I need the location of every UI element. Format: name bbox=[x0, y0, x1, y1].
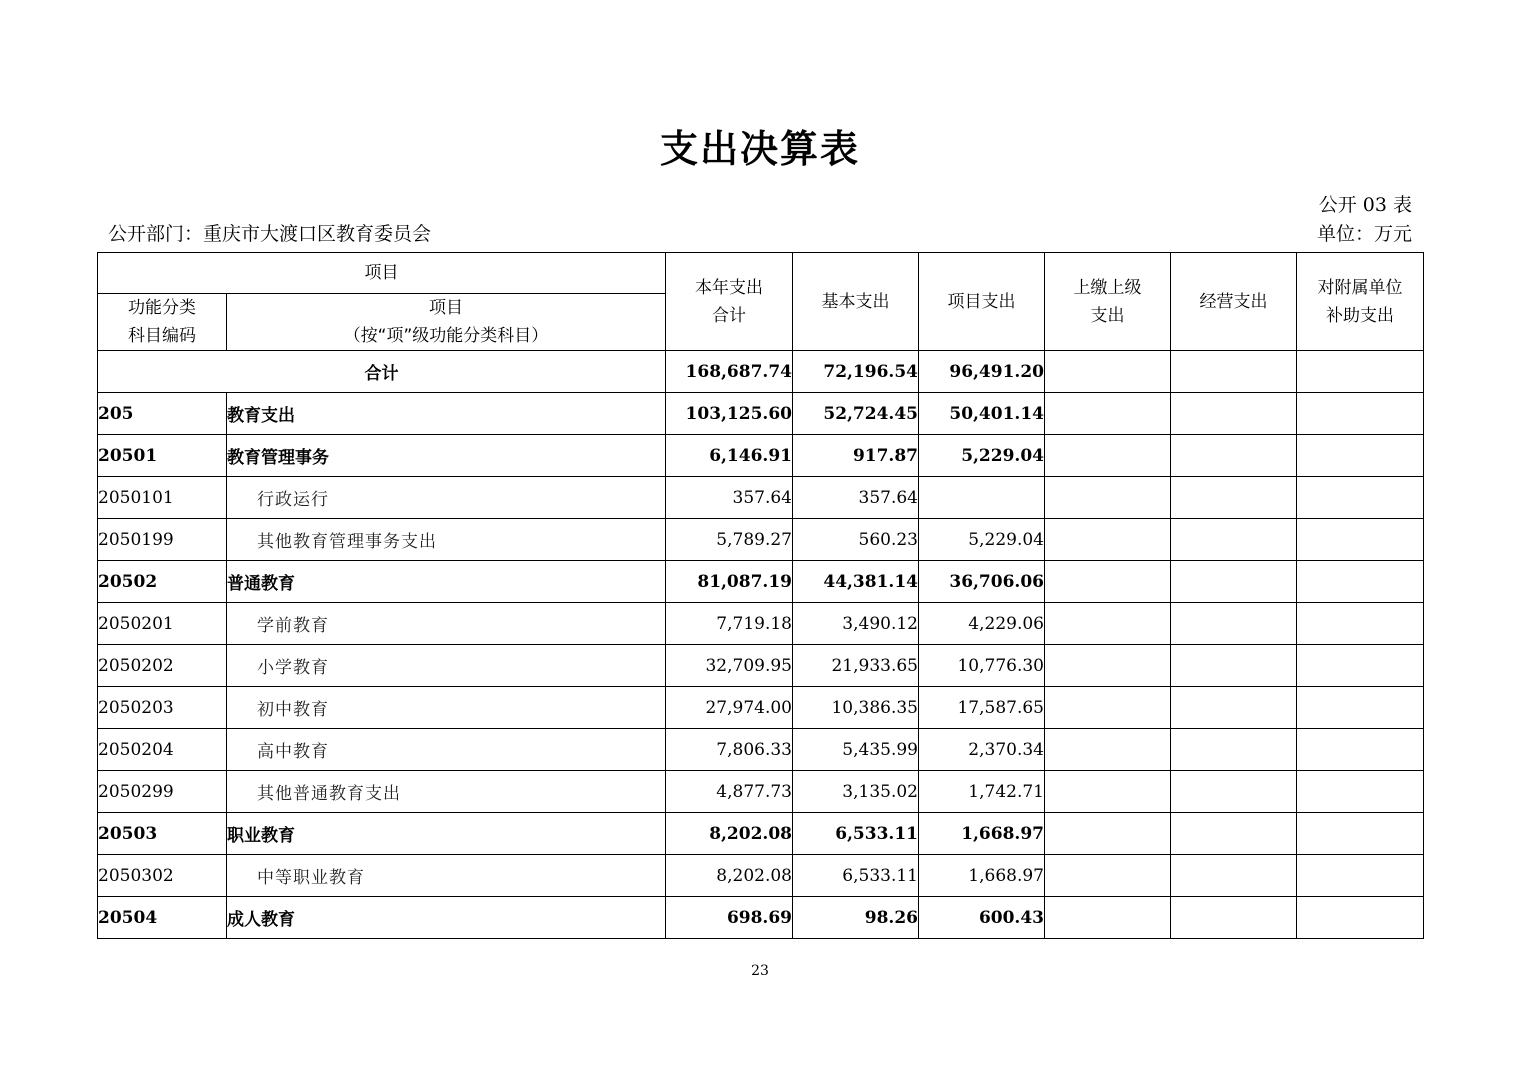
upper-cell bbox=[1045, 645, 1171, 687]
code-cell: 2050204 bbox=[98, 729, 227, 771]
name-cell: 行政运行 bbox=[227, 477, 666, 519]
subsidy-cell bbox=[1297, 855, 1424, 897]
total-row bbox=[98, 351, 1424, 393]
project-cell: 1,668.97 bbox=[919, 855, 1045, 897]
subsidy-cell bbox=[1297, 561, 1424, 603]
upper-cell bbox=[1045, 477, 1171, 519]
name-cell: 初中教育 bbox=[227, 687, 666, 729]
business-cell bbox=[1171, 813, 1297, 855]
total-cell: 103,125.60 bbox=[666, 393, 793, 435]
header-project: 项目支出 bbox=[919, 253, 1045, 351]
code-cell: 2050101 bbox=[98, 477, 227, 519]
total-cell: 7,806.33 bbox=[666, 729, 793, 771]
business-cell bbox=[1171, 897, 1297, 939]
total-cell: 27,974.00 bbox=[666, 687, 793, 729]
total-cell: 4,877.73 bbox=[666, 771, 793, 813]
upper-cell bbox=[1045, 519, 1171, 561]
code-cell: 2050201 bbox=[98, 603, 227, 645]
upper-cell bbox=[1045, 855, 1171, 897]
total-cell: 81,087.19 bbox=[666, 561, 793, 603]
header-name: 项目 （按“项”级功能分类科目） bbox=[227, 294, 666, 351]
basic-cell: 560.23 bbox=[793, 519, 919, 561]
business-cell bbox=[1171, 393, 1297, 435]
header-business: 经营支出 bbox=[1171, 253, 1297, 351]
business-cell bbox=[1171, 645, 1297, 687]
header-basic: 基本支出 bbox=[793, 253, 919, 351]
upper-cell bbox=[1045, 351, 1171, 393]
table-row bbox=[98, 393, 1424, 435]
business-cell bbox=[1171, 687, 1297, 729]
business-cell bbox=[1171, 729, 1297, 771]
subsidy-cell bbox=[1297, 351, 1424, 393]
name-cell: 中等职业教育 bbox=[227, 855, 666, 897]
business-cell bbox=[1171, 519, 1297, 561]
business-cell bbox=[1171, 351, 1297, 393]
business-cell bbox=[1171, 435, 1297, 477]
subsidy-cell bbox=[1297, 729, 1424, 771]
header-upper: 上缴上级 支出 bbox=[1045, 253, 1171, 351]
table-row bbox=[98, 855, 1424, 897]
project-cell: 4,229.06 bbox=[919, 603, 1045, 645]
subsidy-cell bbox=[1297, 603, 1424, 645]
subsidy-cell bbox=[1297, 477, 1424, 519]
header-subsidy: 对附属单位 补助支出 bbox=[1297, 253, 1424, 351]
total-cell: 357.64 bbox=[666, 477, 793, 519]
upper-cell bbox=[1045, 393, 1171, 435]
upper-cell bbox=[1045, 687, 1171, 729]
total-cell: 8,202.08 bbox=[666, 813, 793, 855]
basic-cell: 5,435.99 bbox=[793, 729, 919, 771]
code-cell: 2050299 bbox=[98, 771, 227, 813]
code-cell: 2050199 bbox=[98, 519, 227, 561]
name-cell: 高中教育 bbox=[227, 729, 666, 771]
project-cell: 36,706.06 bbox=[919, 561, 1045, 603]
business-cell bbox=[1171, 477, 1297, 519]
table-row bbox=[98, 813, 1424, 855]
table-row bbox=[98, 477, 1424, 519]
basic-cell: 98.26 bbox=[793, 897, 919, 939]
table-row bbox=[98, 603, 1424, 645]
header-code: 功能分类 科目编码 bbox=[98, 294, 227, 351]
upper-cell bbox=[1045, 771, 1171, 813]
name-cell: 教育支出 bbox=[227, 393, 666, 435]
upper-cell bbox=[1045, 603, 1171, 645]
project-cell: 10,776.30 bbox=[919, 645, 1045, 687]
code-cell: 20503 bbox=[98, 813, 227, 855]
code-cell: 20501 bbox=[98, 435, 227, 477]
table-row bbox=[98, 561, 1424, 603]
department-label: 公开部门：重庆市大渡口区教育委员会 bbox=[108, 223, 432, 245]
project-cell: 2,370.34 bbox=[919, 729, 1045, 771]
upper-cell bbox=[1045, 561, 1171, 603]
upper-cell bbox=[1045, 435, 1171, 477]
business-cell bbox=[1171, 603, 1297, 645]
project-cell: 5,229.04 bbox=[919, 435, 1045, 477]
basic-cell: 6,533.11 bbox=[793, 855, 919, 897]
name-cell: 小学教育 bbox=[227, 645, 666, 687]
total-cell: 8,202.08 bbox=[666, 855, 793, 897]
business-cell bbox=[1171, 771, 1297, 813]
upper-cell bbox=[1045, 897, 1171, 939]
total-cell: 7,719.18 bbox=[666, 603, 793, 645]
project-cell: 1,668.97 bbox=[919, 813, 1045, 855]
subsidy-cell bbox=[1297, 897, 1424, 939]
expenditure-table bbox=[97, 252, 1424, 939]
project-cell: 1,742.71 bbox=[919, 771, 1045, 813]
code-cell: 20502 bbox=[98, 561, 227, 603]
basic-cell: 21,933.65 bbox=[793, 645, 919, 687]
name-cell: 其他教育管理事务支出 bbox=[227, 519, 666, 561]
business-cell bbox=[1171, 561, 1297, 603]
basic-cell: 3,490.12 bbox=[793, 603, 919, 645]
name-cell: 成人教育 bbox=[227, 897, 666, 939]
basic-cell: 10,386.35 bbox=[793, 687, 919, 729]
form-number: 公开 03 表 bbox=[1318, 194, 1412, 216]
name-cell: 教育管理事务 bbox=[227, 435, 666, 477]
total-cell: 168,687.74 bbox=[666, 351, 793, 393]
total-cell: 6,146.91 bbox=[666, 435, 793, 477]
subsidy-cell bbox=[1297, 813, 1424, 855]
basic-cell: 3,135.02 bbox=[793, 771, 919, 813]
header-item-group: 项目 bbox=[98, 253, 666, 294]
code-cell: 20504 bbox=[98, 897, 227, 939]
project-cell bbox=[919, 477, 1045, 519]
table-row bbox=[98, 687, 1424, 729]
project-cell: 17,587.65 bbox=[919, 687, 1045, 729]
code-cell: 2050202 bbox=[98, 645, 227, 687]
project-cell: 600.43 bbox=[919, 897, 1045, 939]
total-cell: 698.69 bbox=[666, 897, 793, 939]
basic-cell: 52,724.45 bbox=[793, 393, 919, 435]
page-number: 23 bbox=[751, 963, 769, 979]
table-row bbox=[98, 645, 1424, 687]
name-cell: 学前教育 bbox=[227, 603, 666, 645]
table-row bbox=[98, 729, 1424, 771]
project-cell: 50,401.14 bbox=[919, 393, 1045, 435]
basic-cell: 72,196.54 bbox=[793, 351, 919, 393]
table-row bbox=[98, 897, 1424, 939]
name-cell: 普通教育 bbox=[227, 561, 666, 603]
code-cell: 2050203 bbox=[98, 687, 227, 729]
header-total: 本年支出 合计 bbox=[666, 253, 793, 351]
upper-cell bbox=[1045, 729, 1171, 771]
name-cell: 其他普通教育支出 bbox=[227, 771, 666, 813]
page-title: 支出决算表 bbox=[659, 127, 860, 171]
basic-cell: 357.64 bbox=[793, 477, 919, 519]
code-cell: 205 bbox=[98, 393, 227, 435]
subsidy-cell bbox=[1297, 687, 1424, 729]
total-cell: 5,789.27 bbox=[666, 519, 793, 561]
basic-cell: 44,381.14 bbox=[793, 561, 919, 603]
subsidy-cell bbox=[1297, 435, 1424, 477]
unit-label: 单位：万元 bbox=[1316, 223, 1412, 245]
code-cell: 2050302 bbox=[98, 855, 227, 897]
table-row bbox=[98, 519, 1424, 561]
subsidy-cell bbox=[1297, 519, 1424, 561]
total-cell: 32,709.95 bbox=[666, 645, 793, 687]
name-cell: 职业教育 bbox=[227, 813, 666, 855]
total-label: 合计 bbox=[98, 351, 666, 393]
subsidy-cell bbox=[1297, 393, 1424, 435]
project-cell: 96,491.20 bbox=[919, 351, 1045, 393]
table-row bbox=[98, 771, 1424, 813]
subsidy-cell bbox=[1297, 771, 1424, 813]
basic-cell: 917.87 bbox=[793, 435, 919, 477]
upper-cell bbox=[1045, 813, 1171, 855]
table-row bbox=[98, 435, 1424, 477]
basic-cell: 6,533.11 bbox=[793, 813, 919, 855]
subsidy-cell bbox=[1297, 645, 1424, 687]
project-cell: 5,229.04 bbox=[919, 519, 1045, 561]
business-cell bbox=[1171, 855, 1297, 897]
